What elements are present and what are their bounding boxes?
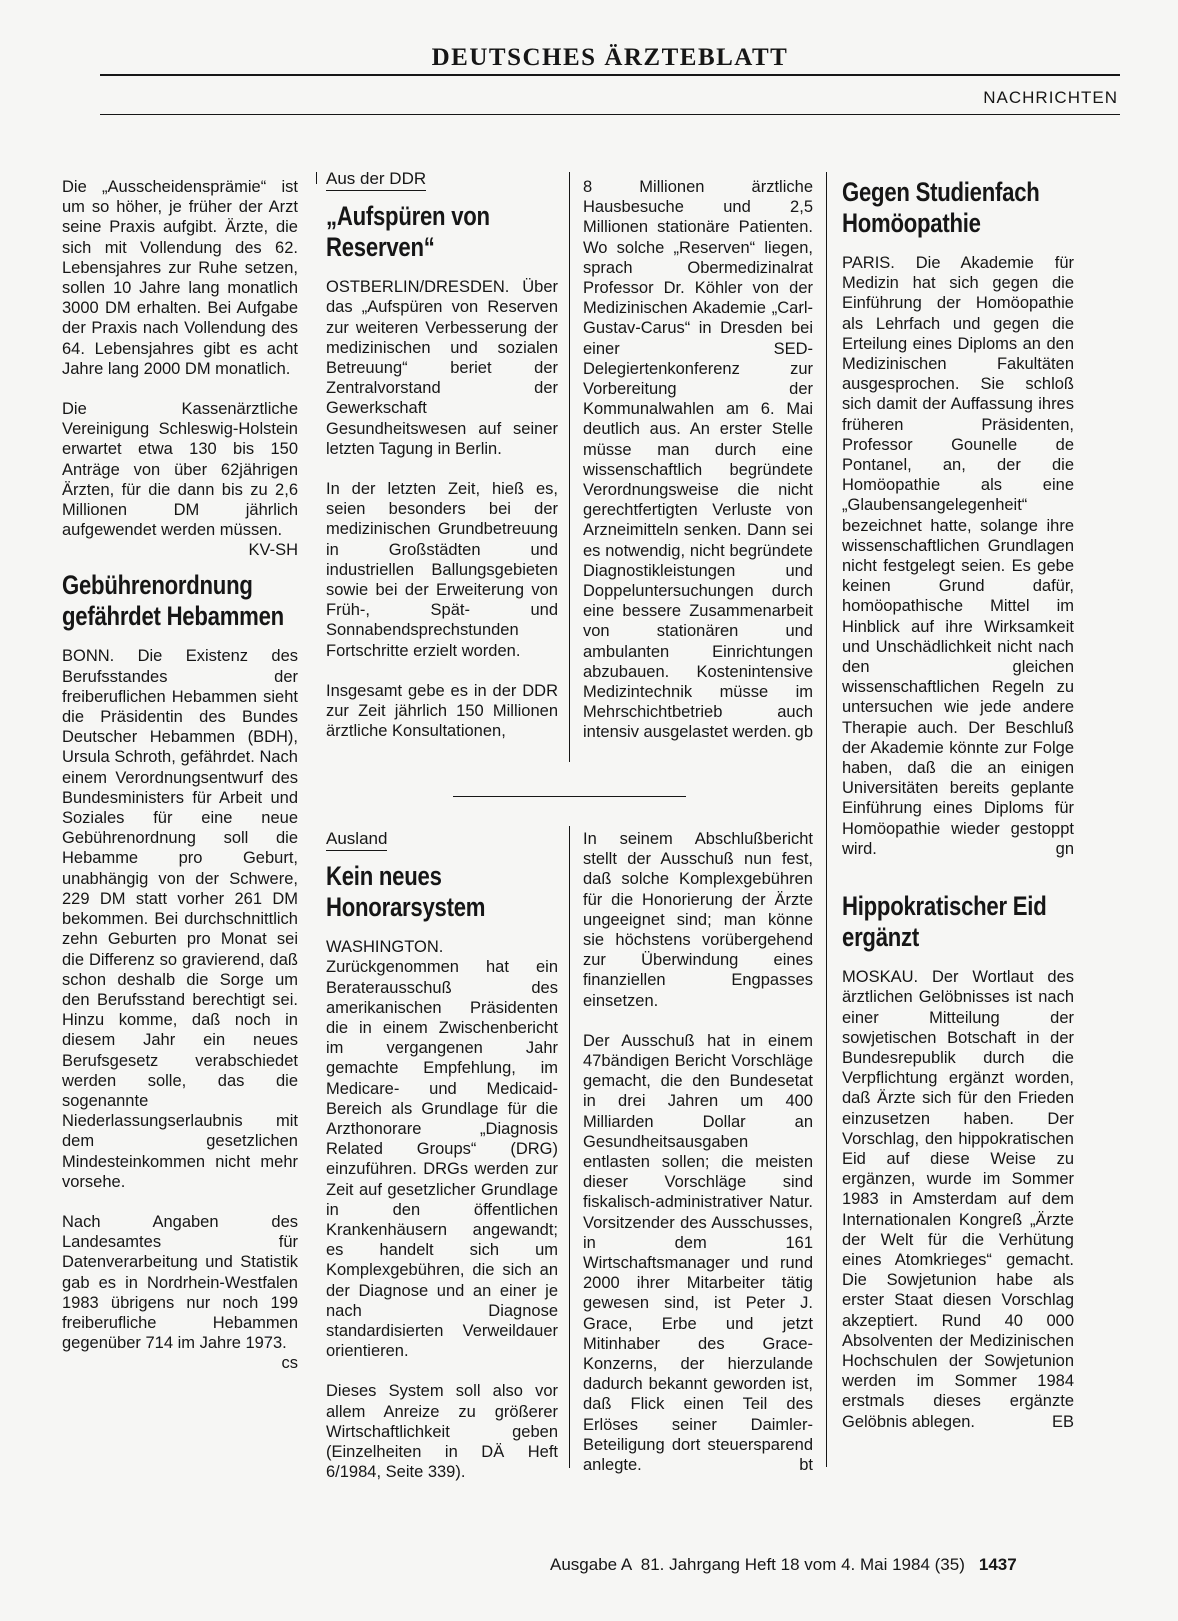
article-separator	[453, 796, 686, 797]
section-rule	[100, 114, 1120, 115]
article-body: Insgesamt gebe es in der DDR zur Zeit jährlich 150 Millionen ärztliche Konsultationen,	[326, 681, 558, 741]
author-signature: KV-SH	[248, 541, 298, 560]
kicker-ausland: Ausland	[326, 829, 387, 851]
col1-paragraph	[62, 399, 298, 560]
article-body: OSTBERLIN/DRESDEN. Über das „Aufspüren von Reserven zur weiteren Verbesserung der medizinischen und sozialen Betreuung“ beriet der Zentralvorstand der Gewerkschaft Gesundheitswesen auf seiner letzten Tagung in Berlin.	[326, 278, 558, 458]
article-ausland	[326, 829, 558, 1482]
ddr-cont-text: 8 Millionen ärztliche Hausbesuche und 2,5 Millionen stationäre Patienten. Wo solche „Reserven“ liegen, sprach Obermedizinalrat Professor Dr. Köhler von der Medizinischen Akademie „Carl-Gustav-Carus“ in Dresden bei einer SED-Delegiertenkonferenz zur Vorbereitung der Kommunalwahlen am 6. Mai deutlich aus. An erster Stelle müsse man durch eine wissenschaftlich begründete Verordnungsweise die nicht gerechtfertigten Verluste von Arzneimitteln senken. Dann sei es notwendig, nicht begründete Diagnostikleistungen und Doppeluntersuchungen durch eine bessere Zusammenarbeit von stationären und ambulanten Einrichtungen abzubauen. Kostenintensive Medizintechnik müsse im Mehrschichtbetrieb auch intensiv ausgelastet werden.	[583, 178, 813, 742]
masthead: DEUTSCHES ÄRZTEBLATT	[431, 44, 789, 71]
col1-p4-text: Nach Angaben des Landesamtes für Datenverarbeitung und Statistik gab es in Nordrhein-Westfalen 1983 übrigens nur noch 199 freiberufliche Hebammen gegenüber 714 im Jahre 1973.	[62, 1212, 298, 1353]
col1-p2-text: Die Kassenärztliche Vereinigung Schleswig-Holstein erwartet etwa 130 bis 150 Anträge von über 62jährigen Ärzten, für die dann bis zu 2,6 Millionen DM jährlich aufgewendet werden müssen.	[62, 400, 298, 540]
article-body: Dieses System soll also vor allem Anreize zu größerer Wirtschaftlichkeit geben (Einzelheiten in DÄ Heft 6/1984, Seite 339).	[326, 1382, 558, 1482]
author-signature: gn	[1055, 839, 1074, 858]
issue-info: Ausgabe A 81. Jahrgang Heft 18 vom 4. Mai 1984 (35)	[550, 1555, 965, 1574]
headline-ausland: Kein neues Honorarsystem	[326, 861, 486, 923]
article-body	[62, 1212, 298, 1373]
author-signature: bt	[799, 1456, 813, 1475]
article-body	[583, 1031, 813, 1475]
column-4	[842, 177, 1074, 1432]
article-body	[842, 967, 1074, 1432]
kicker-ddr: Aus der DDR	[326, 169, 426, 191]
article-body: BONN. Die Existenz des Berufsstandes der freiberuflichen Hebammen sieht die Präsidentin des Bundes Deutscher Hebammen (BDH), Ursula Schroth, gefährdet. Nach einem Verordnungsentwurf des Bundesministers für Arbeit und Soziales für eine neue Gebührenordnung soll die Hebamme pro Geburt, unabhängig von der Schwere, 229 DM statt vorher 261 DM bekommen. Bei durchschnittlich zehn Geburten pro Monat sei die Differenz so gravierend, daß schon deshalb die Sorge um den Berufsstand berechtigt sei. Hinzu komme, daß noch in diesem Jahr ein neues Berufsgesetz verabschiedet werden solle, das die sogenannte Niederlassungserlaubnis mit dem gesetzlichen Mindesteinkommen nicht mehr vorsehe.	[62, 647, 298, 1191]
moskau-p1-text: MOSKAU. Der Wortlaut des ärztlichen Gelöbnisses ist nach einer Mitteilung der sowjetischen Botschaft in der Bundesrepublik durch die Verpflichtung ergänzt worden, daß Ärzte sich für den Frieden einzusetzen haben. Der Vorschlag, den hippokratischen Eid auf diese Weise zu ergänzen, wurde im Sommer 1983 in Amsterdam auf dem Internationalen Kongreß „Ärzte der Welt für die Verhütung eines Atomkrieges“ gemacht. Die Sowjetunion habe als erster Staat diesen Vorschlag akzeptiert. Rund 40 000 Absolventen der Medizinischen Hochschulen der Sowjetunion werden im Sommer 1984 erstmals dieses ergänzte Gelöbnis ablegen.	[842, 968, 1074, 1431]
masthead-rule	[100, 74, 1120, 76]
article-ddr	[326, 169, 558, 741]
page-number: 1437	[978, 1555, 1017, 1574]
article-body: WASHINGTON. Zurückgenommen hat ein Beraterausschuß des amerikanischen Präsidenten die in einem Zwischenbericht im vergangenen Jahr gemachte Empfehlung, im Medicare- und Medicaid-Bereich als Grundlage für die Arzthonorare „Diagnosis Related Groups“ (DRG) einzuführen. DRGs werden zur Zeit auf gesetzlicher Grundlage in den öffentlichen Krankenhäusern angewandt; es handelt sich um Komplexgebühren, die sich an der Diagnose und an einer je nach Diagnose standardisierten Verweildauer orientieren.	[326, 938, 558, 1361]
column-divider	[826, 172, 827, 1467]
headline-homoeopathie: Gegen Studienfach Homöopathie	[842, 177, 1040, 238]
column-divider	[316, 172, 317, 184]
article-ddr-continued	[583, 177, 813, 743]
col1-intro: Die „Ausscheidensprämie“ ist um so höher, je früher der Arzt seine Praxis aufgibt. Ärzte, die sich mit Vollendung des 62. Lebensjahres zur Ruhe setzen, sollen 10 Jahre lang monatlich 3000 DM erhalten. Bei Aufgabe der Praxis nach Vollendung des 64. Lebensjahres gibt es acht Jahre lang 2000 DM monatlich.	[62, 178, 298, 378]
article-body: In seinem Abschlußbericht stellt der Ausschuß nun fest, daß solche Komplexgebühren für die Honorierung der Ärzte ungeeignet sind; man könne sie höchstens vorübergehend zur Überwindung eines finanziellen Engpasses einsetzen.	[583, 830, 813, 1010]
article-body	[842, 253, 1074, 859]
headline-ddr: „Aufspüren von Reserven“	[326, 201, 490, 263]
column-divider	[569, 826, 570, 1468]
article-body	[583, 177, 813, 743]
article-ausland-continued	[583, 829, 813, 1475]
column-1	[62, 177, 298, 1374]
section-label: NACHRICHTEN	[983, 88, 1118, 107]
paris-p1-text: PARIS. Die Akademie für Medizin hat sich gegen die Einführung der Homöopathie als Lehrfach und gegen die Erteilung eines Diploms an den Medizinischen Fakultäten ausgesprochen. Sie schloß sich damit der Auffassung ihres früheren Präsidenten, Professor Gounelle de Pontanel, an, der die Homöopathie als eine „Glaubensangelegenheit“ bezeichnet hatte, solange ihre wissenschaftlichen Grundlagen nicht festgelegt seien. Es gebe keinen Grund dafür, homöopathische Mittel im Hinblick auf ihre Wirksamkeit und Unschädlichkeit nicht nach den gleichen wissenschaftlichen Regeln zu untersuchen wie jede andere Therapie auch. Der Beschluß der Akademie könnte zur Folge haben, daß die an einigen Universitäten bereits geplante Einführung eines Diploms für Homöopathie wieder gestoppt wird.	[842, 254, 1074, 858]
article-body: In der letzten Zeit, hieß es, seien besonders bei der medizinischen Grundbetreuung in Großstädten und industriellen Ballungsgebieten sowie bei der Erweiterung von Früh-, Spät- und Sonnabendsprechstunden Fortschritte erzielt worden.	[326, 480, 558, 660]
headline-hippokrates: Hippokratischer Eid ergänzt	[842, 891, 1047, 953]
page-footer	[550, 1555, 1017, 1575]
ausland-p4-text: Der Ausschuß hat in einem 47bändigen Bericht Vorschläge gemacht, die den Bundesetat in drei Jahren um 400 Milliarden Dollar an Gesundheitsausgaben entlasten sollen; die meisten dieser Vorschläge sind fiskalisch-administrativer Natur. Vorsitzender des Ausschusses, in dem 161 Wirtschaftsmanager und rund 2000 ihrer Mitarbeiter tätig gewesen sind, ist Peter J. Grace, Erbe und jetzt Mitinhaber des Grace-Konzerns, der hierzulande dadurch bekannt geworden ist, daß Flick einen Teil des Erlöses seiner Daimler-Beteiligung dort steuersparend anlegte.	[583, 1031, 813, 1475]
author-signature: EB	[1051, 1412, 1074, 1431]
headline-hebammen: Gebührenordnung gefährdet Hebammen	[62, 570, 284, 632]
author-signature: gb	[794, 723, 813, 742]
author-signature: cs	[281, 1354, 298, 1373]
column-divider	[569, 172, 570, 762]
